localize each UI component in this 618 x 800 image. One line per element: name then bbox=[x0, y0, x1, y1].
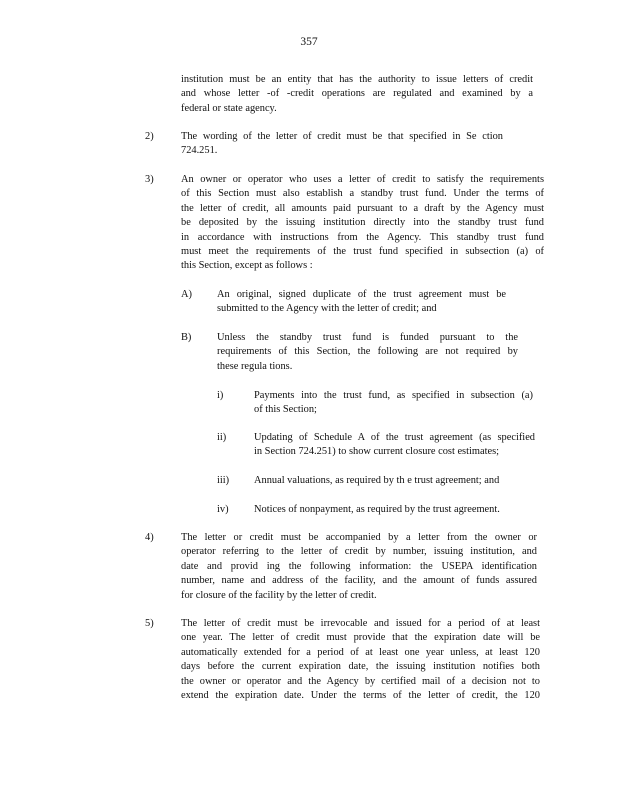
text-line: An owner or operator who uses a letter of credit to satisfy the requirements bbox=[181, 174, 544, 185]
list-marker: iv) bbox=[217, 504, 229, 515]
text-line: 724.251. bbox=[181, 145, 218, 157]
list-marker: i) bbox=[217, 390, 224, 401]
text-line: for closure of the facility by the letter of credit. bbox=[181, 589, 377, 601]
text-line: Annual valuations, as required by th e trust agreement; and bbox=[254, 475, 500, 486]
text-line: The letter of credit must be irrevocable and issued for a period of at least bbox=[181, 618, 540, 629]
text-line: An original, signed duplicate of the trust agreement must be bbox=[217, 289, 506, 300]
text-line: of this Section; bbox=[254, 404, 317, 416]
list-marker: B) bbox=[181, 332, 192, 343]
text-line: the letter of credit, all amounts paid pursuant to a draft by the Agency must bbox=[181, 202, 544, 214]
text-line: extend the expiration date. Under the terms of the letter of credit, the 120 bbox=[181, 690, 540, 701]
text-line: Unless the standby trust fund is funded pursuant to the bbox=[217, 332, 518, 343]
list-marker: 2) bbox=[145, 131, 154, 142]
text-line: number, name and address of the facility, and the amount of funds assured bbox=[181, 575, 537, 587]
text-line: one year. The letter of credit must provide that the expiration date will be bbox=[181, 632, 540, 644]
page-number: 357 bbox=[300, 36, 318, 48]
list-marker: 4) bbox=[145, 532, 154, 543]
text-line: must meet the requirements of the trust fund specified in subsection (a) of bbox=[181, 246, 544, 257]
text-line: this Section, except as follows : bbox=[181, 260, 313, 272]
text-line: operator referring to the letter of credit by number, issuing institution, and bbox=[181, 546, 537, 558]
list-marker: 3) bbox=[145, 174, 154, 185]
text-line: federal or state agency. bbox=[181, 102, 277, 114]
text-line: in accordance with instructions from the Agency. This standby trust fund bbox=[181, 231, 544, 243]
list-marker: ii) bbox=[217, 432, 227, 443]
text-line: institution must be an entity that has the authority to issue letters of credit bbox=[181, 74, 533, 85]
text-line: The letter or credit must be accompanied by a letter from the owner or bbox=[181, 532, 537, 543]
text-line: Notices of nonpayment, as required by the trust agreement. bbox=[254, 504, 500, 515]
text-line: The wording of the letter of credit must be that specified in Se ction bbox=[181, 131, 503, 142]
list-marker: iii) bbox=[217, 475, 230, 486]
text-line: the owner or operator and the Agency by certified mail of a decision not to bbox=[181, 675, 540, 687]
text-line: Payments into the trust fund, as specified in subsection (a) bbox=[254, 390, 533, 401]
text-line: submitted to the Agency with the letter of credit; and bbox=[217, 303, 437, 315]
list-marker: A) bbox=[181, 289, 192, 300]
text-line: and whose letter -of -credit operations are regulated and examined by a bbox=[181, 88, 533, 100]
text-line: days before the current expiration date, the issuing institution notifies both bbox=[181, 661, 540, 673]
text-line: these regula tions. bbox=[217, 360, 293, 372]
list-marker: 5) bbox=[145, 618, 154, 629]
text-line: in Section 724.251) to show current closure cost estimates; bbox=[254, 446, 499, 458]
text-line: requirements of this Section, the following are not required by bbox=[217, 346, 518, 358]
text-line: be deposited by the issuing institution directly into the standby trust fund bbox=[181, 217, 544, 229]
text-line: of this Section must also establish a standby trust fund. Under the terms of bbox=[181, 188, 544, 200]
text-line: date and provid ing the following information: the USEPA identification bbox=[181, 560, 537, 572]
text-line: automatically extended for a period of at least one year unless, at least 120 bbox=[181, 646, 540, 658]
text-line: Updating of Schedule A of the trust agreement (as specified bbox=[254, 432, 535, 443]
